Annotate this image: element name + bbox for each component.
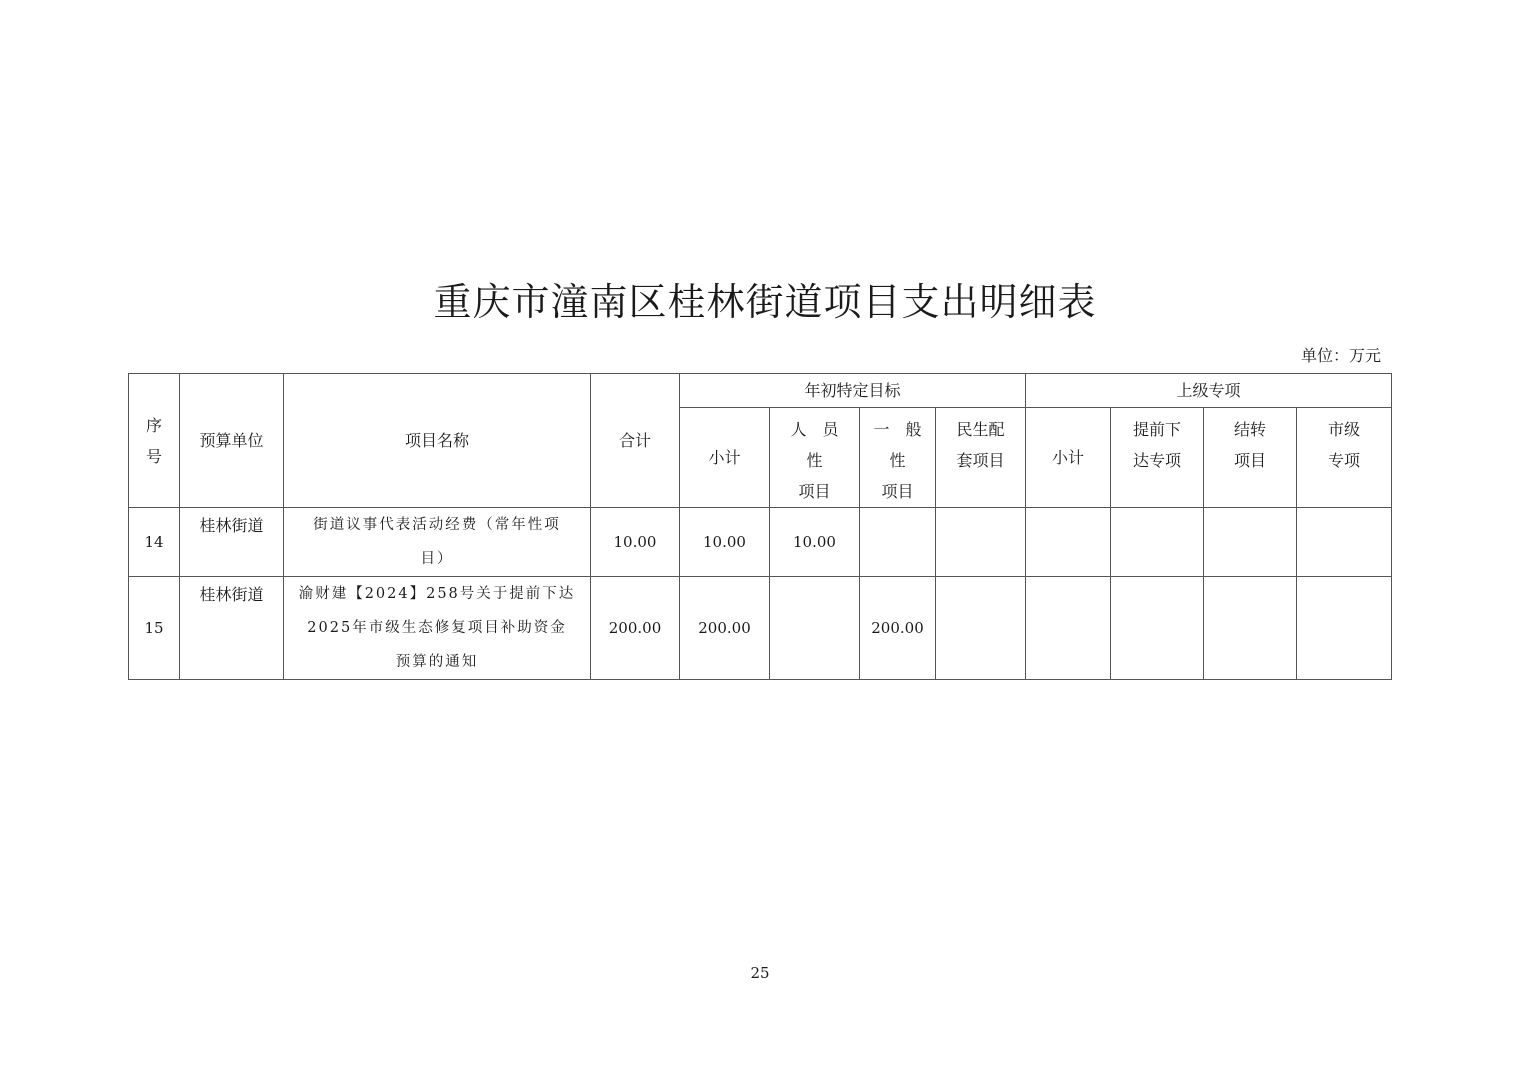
row-init-subtotal: 200.00 xyxy=(680,577,770,680)
row-sup-subtotal xyxy=(1026,508,1111,577)
row-project-line1: 渝财建【2024】258号关于提前下达 xyxy=(298,586,576,602)
header-carryover-line2: 项目 xyxy=(1234,451,1267,470)
header-advance-line2: 达专项 xyxy=(1133,451,1182,470)
header-sup-subtotal: 小计 xyxy=(1026,408,1111,508)
header-total: 合计 xyxy=(591,374,680,508)
header-city-line1: 市级 xyxy=(1328,420,1361,439)
unit-label: 单位：万元 xyxy=(1300,346,1381,365)
header-livelihood-line2: 套项目 xyxy=(956,451,1005,470)
row-livelihood xyxy=(936,508,1026,577)
header-general-line1: 一 般 xyxy=(873,420,922,439)
header-general xyxy=(860,408,936,508)
row-carryover xyxy=(1204,577,1297,680)
header-carryover xyxy=(1204,408,1297,508)
row-carryover xyxy=(1204,508,1297,577)
header-project-name: 项目名称 xyxy=(284,374,591,508)
row-city xyxy=(1297,508,1392,577)
row-unit: 桂林街道 xyxy=(180,508,284,577)
header-advance xyxy=(1111,408,1204,508)
table-row xyxy=(129,577,1392,680)
page-number: 25 xyxy=(750,964,770,982)
header-carryover-line1: 结转 xyxy=(1234,420,1267,439)
header-personnel xyxy=(770,408,860,508)
row-project-line2: 2025年市级生态修复项目补助资金 xyxy=(307,620,567,636)
header-general-line3: 项目 xyxy=(881,482,914,501)
row-project-line3: 预算的通知 xyxy=(395,654,479,670)
header-personnel-line1: 人 员 xyxy=(790,420,839,439)
header-group-superior: 上级专项 xyxy=(1026,374,1392,408)
row-project-name xyxy=(284,508,591,577)
header-seq xyxy=(129,374,180,508)
row-general xyxy=(860,508,936,577)
page-title: 重庆市潼南区桂林街道项目支出明细表 xyxy=(433,280,1097,324)
row-advance xyxy=(1111,577,1204,680)
header-personnel-line3: 项目 xyxy=(798,482,831,501)
row-seq: 14 xyxy=(129,508,180,577)
row-unit: 桂林街道 xyxy=(180,577,284,680)
header-row-1 xyxy=(129,374,1392,408)
row-personnel: 10.00 xyxy=(770,508,860,577)
header-budget-unit: 预算单位 xyxy=(180,374,284,508)
header-group-initial: 年初特定目标 xyxy=(680,374,1026,408)
row-general: 200.00 xyxy=(860,577,936,680)
expenditure-table xyxy=(128,373,1392,680)
header-advance-line1: 提前下 xyxy=(1133,420,1182,439)
row-init-subtotal: 10.00 xyxy=(680,508,770,577)
row-project-line2: 目） xyxy=(420,551,454,567)
table-row xyxy=(129,508,1392,577)
header-livelihood-line1: 民生配 xyxy=(956,420,1005,439)
row-total: 10.00 xyxy=(591,508,680,577)
row-project-name xyxy=(284,577,591,680)
header-city-line2: 专项 xyxy=(1328,451,1361,470)
header-livelihood xyxy=(936,408,1026,508)
row-seq: 15 xyxy=(129,577,180,680)
row-total: 200.00 xyxy=(591,577,680,680)
header-city xyxy=(1297,408,1392,508)
header-seq-line2: 号 xyxy=(145,446,162,466)
row-project-line1: 街道议事代表活动经费（常年性项 xyxy=(313,517,561,533)
row-livelihood xyxy=(936,577,1026,680)
header-seq-line1: 序 xyxy=(145,415,162,435)
row-sup-subtotal xyxy=(1026,577,1111,680)
row-advance xyxy=(1111,508,1204,577)
row-personnel xyxy=(770,577,860,680)
header-init-subtotal: 小计 xyxy=(680,408,770,508)
header-general-line2: 性 xyxy=(889,451,906,470)
header-personnel-line2: 性 xyxy=(806,451,823,470)
row-city xyxy=(1297,577,1392,680)
